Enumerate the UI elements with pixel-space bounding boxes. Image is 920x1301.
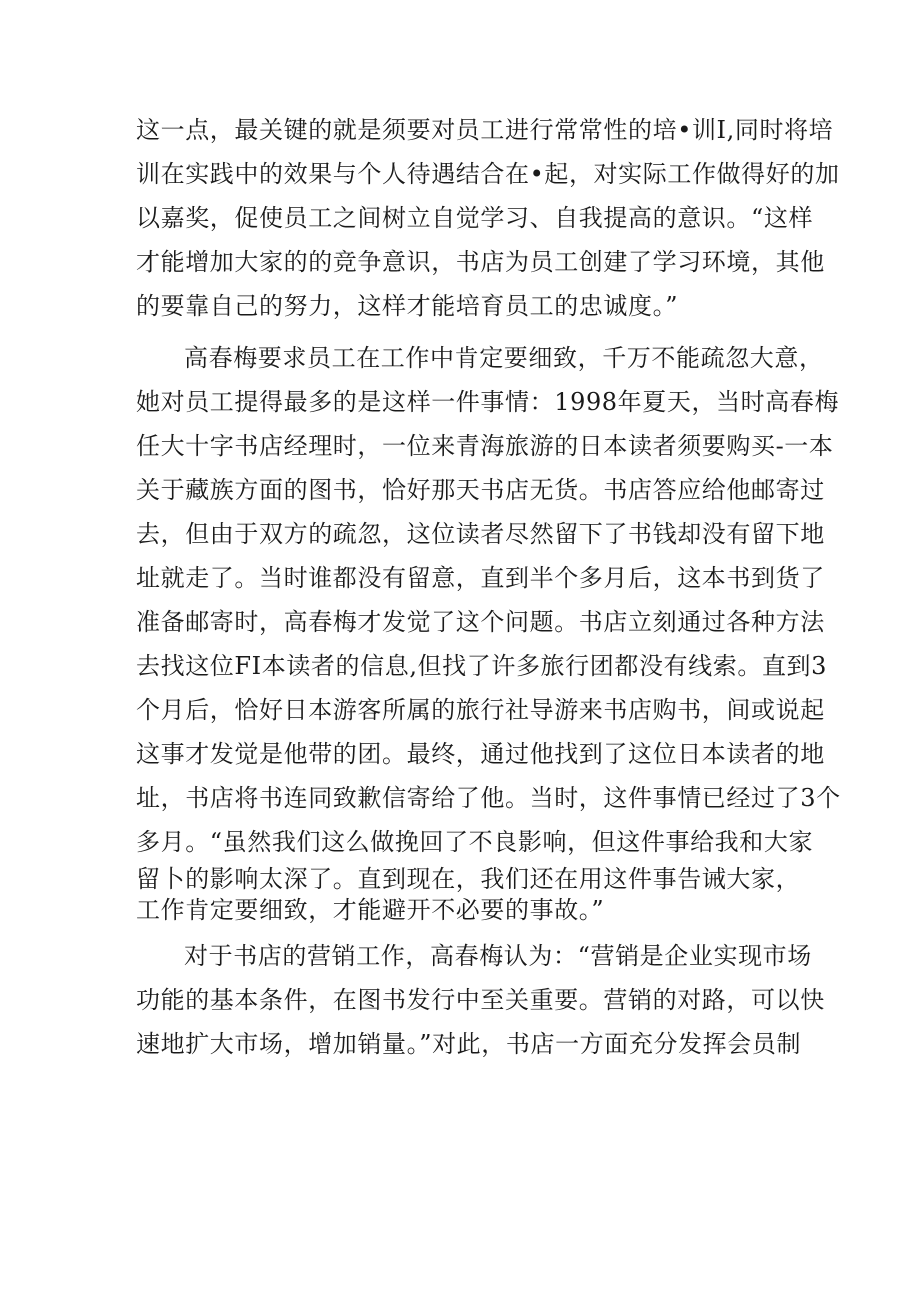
text-line: 才能增加大家的的竞争意识，书店为员工创建了学习环境，其他 [136, 248, 825, 276]
text-line: 速地扩大市场，增加销量。”对此，书店一方面充分发挥会员制 [136, 1030, 802, 1058]
text-line: 关于藏族方面的图书，恰好那天书店无货。书店答应给他邮寄过 [136, 476, 825, 504]
text-line: 这一点，最关键的就是须要对员工进行常常性的培•训I,同时将培 [136, 116, 834, 144]
paragraph-3 [136, 934, 825, 1066]
text-line: 址，书店将书连同致歉信寄给了他。当时，这件事情已经过了3个 [136, 784, 841, 812]
document-body [136, 108, 841, 1066]
text-line: 去，但由于双方的疏忽，这位读者尽然留下了书钱却没有留下地 [136, 520, 825, 548]
text-line: 个月后，恰好日本游客所属的旅行社导游来书店购书，间或说起 [136, 696, 825, 724]
paragraph-1 [136, 108, 840, 328]
text-line: 去找这位FI本读者的信息,但找了许多旅行团都没有线索。直到3 [136, 652, 828, 680]
paragraph-gap [136, 926, 796, 934]
text-line: 任大十字书店经理时，一位来青海旅游的日本读者须要购买-一本 [136, 432, 834, 460]
text-line: 留卜的影响太深了。直到现在，我们还在用这件事告诫大家， [136, 865, 801, 893]
text-line: 址就走了。当时谁都没有留意，直到半个多月后，这本书到货了 [136, 564, 825, 592]
text-line: 这事才发觉是他带的团。最终，通过他找到了这位日本读者的地 [136, 740, 825, 768]
text-line: 准备邮寄时，高春梅才发觉了这个问题。书店立刻通过各种方法 [136, 608, 825, 636]
text-line: 工作肯定要细致，才能避开不必要的事故。” [136, 896, 605, 924]
text-line: 高春梅要求员工在工作中肯定要细致，千万不能疏忽大意， [184, 344, 824, 372]
text-line: 以嘉奖，促使员工之间树立自觉学习、自我提高的意识。“这样 [136, 204, 814, 232]
text-line: 多月。“虽然我们这么做挽回了不良影响，但这件事给我和大家 [136, 828, 814, 856]
text-line: 训在实践中的效果与个人待遇结合在•起，对实际工作做得好的加 [136, 160, 840, 188]
paragraph-gap [136, 328, 796, 336]
text-line: 她对员工提得最多的是这样一件事情：1998年夏天，当时高春梅 [136, 388, 840, 416]
paragraph-2 [136, 336, 841, 926]
text-line: 对于书店的营销工作，高春梅认为：“营销是企业实现市场 [184, 942, 812, 970]
text-line: 的要靠自己的努力，这样才能培育员工的忠诚度。” [136, 292, 679, 320]
text-line: 功能的基本条件，在图书发行中至关重要。营销的对路，可以快 [136, 986, 825, 1014]
